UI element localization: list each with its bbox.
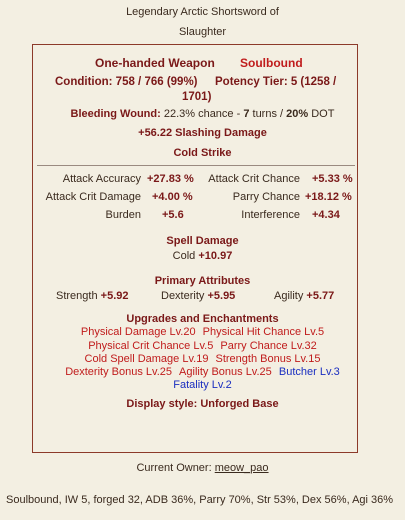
slashing-damage: +56.22 Slashing Damage [138,127,267,139]
agility-label: Agility [274,290,304,302]
enchant-row [0,353,405,365]
enchant-item: Fatality Lv.2 [173,379,232,391]
enchant-item: Cold Spell Damage Lv.19 [84,353,209,365]
enchant-item: Dexterity Bonus Lv.25 [65,366,172,378]
attack-crit-chance-label: Attack Crit Chance [208,173,300,185]
enchant-row [0,340,405,352]
enchant-row [0,366,405,378]
owner-label: Current Owner: [136,462,212,474]
bleeding-dot: 20% [286,108,309,120]
parry-chance-label: Parry Chance [232,191,300,203]
item-details-panel [32,44,358,453]
cold-label: Cold [172,250,196,262]
attack-crit-damage-label: Attack Crit Damage [45,191,141,203]
strength-label: Strength [56,290,98,302]
attack-crit-damage-value: +4.00 % [152,191,193,203]
owner-name-link[interactable]: meow_pao [214,462,269,474]
enchant-row [0,326,405,338]
spell-damage-cold [0,250,405,262]
attack-crit-chance-value: +5.33 % [312,173,353,185]
bleeding-wound-line [0,108,405,120]
bleeding-chance: 22.3% chance - [163,108,244,120]
enchant-row [0,379,405,391]
strength-stat [56,290,129,302]
attack-accuracy-label: Attack Accuracy [62,173,141,185]
bleeding-turns: 7 [243,108,250,120]
bleeding-turns-suffix: turns / [249,108,287,120]
burden-label: Burden [105,209,141,221]
enchant-item: Strength Bonus Lv.15 [215,353,321,365]
enchant-item: Butcher Lv.3 [278,366,340,378]
display-style: Display style: Unforged Base [126,398,279,410]
dexterity-value: +5.95 [207,290,236,302]
bleeding-label: Bleeding Wound: [70,108,161,120]
attack-accuracy-value: +27.83 % [147,173,194,185]
upgrades-heading: Upgrades and Enchantments [126,313,279,325]
primary-attributes-heading: Primary Attributes [154,275,251,287]
condition-text: Condition: 758 / 766 (99%) [55,76,198,88]
dexterity-label: Dexterity [161,290,205,302]
soulbound-badge: Soulbound [240,56,303,70]
item-title-line2: Slaughter [178,26,227,38]
weapon-type: One-handed Weapon [95,56,215,70]
strength-value: +5.92 [100,290,129,302]
parry-chance-value: +18.12 % [305,191,352,203]
agility-value: +5.77 [306,290,335,302]
dexterity-stat [161,290,235,302]
enchant-item: Parry Chance Lv.32 [220,340,317,352]
bleeding-dot-suffix: DOT [308,108,335,120]
interference-value: +4.34 [312,209,340,221]
agility-stat [274,290,334,302]
enchant-item: Physical Crit Chance Lv.5 [88,340,214,352]
spell-damage-heading: Spell Damage [166,235,239,247]
item-title-line1: Legendary Arctic Shortsword of [126,6,279,18]
cold-value: +10.97 [198,250,233,262]
item-summary: Soulbound, IW 5, forged 32, ADB 36%, Parry 70%, Str 53%, Dex 56%, Agi 36% [6,494,394,506]
enchant-item: Physical Damage Lv.20 [80,326,196,338]
interference-label: Interference [241,209,300,221]
current-owner [0,462,405,474]
cold-strike: Cold Strike [173,147,232,159]
potency-line1: Potency Tier: 5 (1258 / [215,76,337,88]
burden-value: +5.6 [162,209,184,221]
enchant-item: Physical Hit Chance Lv.5 [202,326,325,338]
divider [37,165,355,166]
potency-line2: 1701) [182,91,212,103]
enchant-item: Agility Bonus Lv.25 [179,366,272,378]
